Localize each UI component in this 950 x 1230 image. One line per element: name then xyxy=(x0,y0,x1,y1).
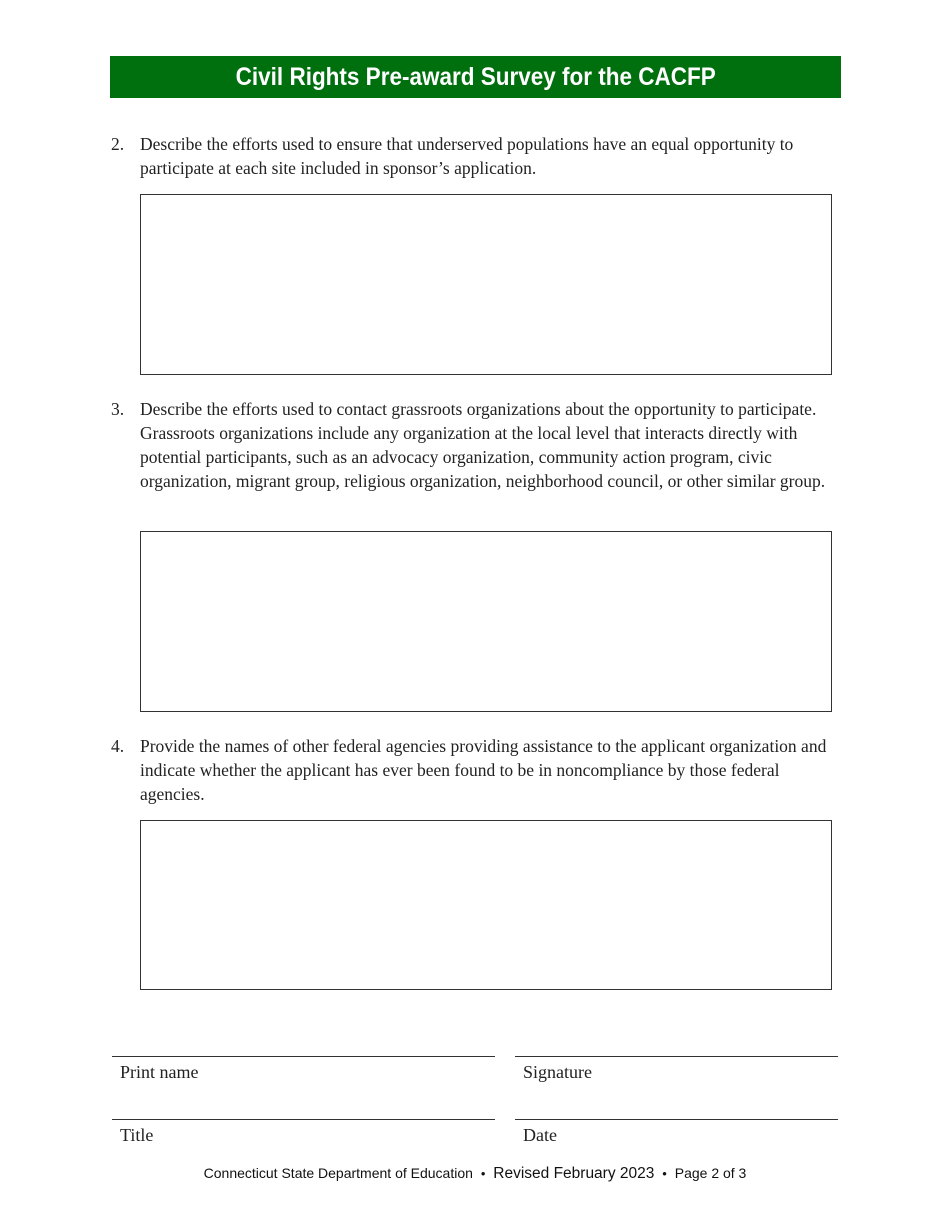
question-number: 4. xyxy=(111,736,125,756)
print-name-label: Print name xyxy=(120,1062,199,1082)
date-label: Date xyxy=(523,1125,557,1145)
date-line[interactable] xyxy=(515,1119,838,1120)
print-name-line[interactable] xyxy=(112,1056,495,1057)
footer-separator-icon: • xyxy=(480,1166,486,1181)
question-2 xyxy=(111,132,836,180)
title-line[interactable] xyxy=(112,1119,495,1120)
footer-revised: Revised February 2023 xyxy=(493,1165,655,1182)
answer-box-question-3[interactable] xyxy=(140,531,832,712)
question-text: Describe the efforts used to contact grassroots organizations about the opportunity to participate. Grassroots organizations include any organization at the local level that interacts directly with potential participants, such as an advocacy organization, community action program, civic organization, migrant group, religious organization, neighborhood council, or other similar group. xyxy=(140,399,826,491)
footer-page-number: Page 2 of 3 xyxy=(674,1165,747,1181)
page-footer xyxy=(0,1165,950,1183)
question-4 xyxy=(111,734,836,806)
answer-box-question-2[interactable] xyxy=(140,194,832,375)
title-label: Title xyxy=(120,1125,154,1145)
signature-line[interactable] xyxy=(515,1056,838,1057)
question-number: 3. xyxy=(111,399,125,419)
header-bar xyxy=(110,56,841,98)
signature-label: Signature xyxy=(523,1062,592,1082)
question-text: Provide the names of other federal agencies providing assistance to the applicant organization and indicate whether the applicant has ever been found to be in noncompliance by those federal agencies. xyxy=(140,736,827,804)
question-number: 2. xyxy=(111,134,125,154)
page-title: Civil Rights Pre-award Survey for the CACFP xyxy=(235,62,716,91)
question-3 xyxy=(111,397,836,493)
footer-separator-icon: • xyxy=(662,1166,667,1181)
answer-box-question-4[interactable] xyxy=(140,820,832,990)
question-text: Describe the efforts used to ensure that underserved populations have an equal opportunity to participate at each site included in sponsor’s application. xyxy=(140,134,794,178)
footer-department: Connecticut State Department of Education xyxy=(203,1165,473,1181)
